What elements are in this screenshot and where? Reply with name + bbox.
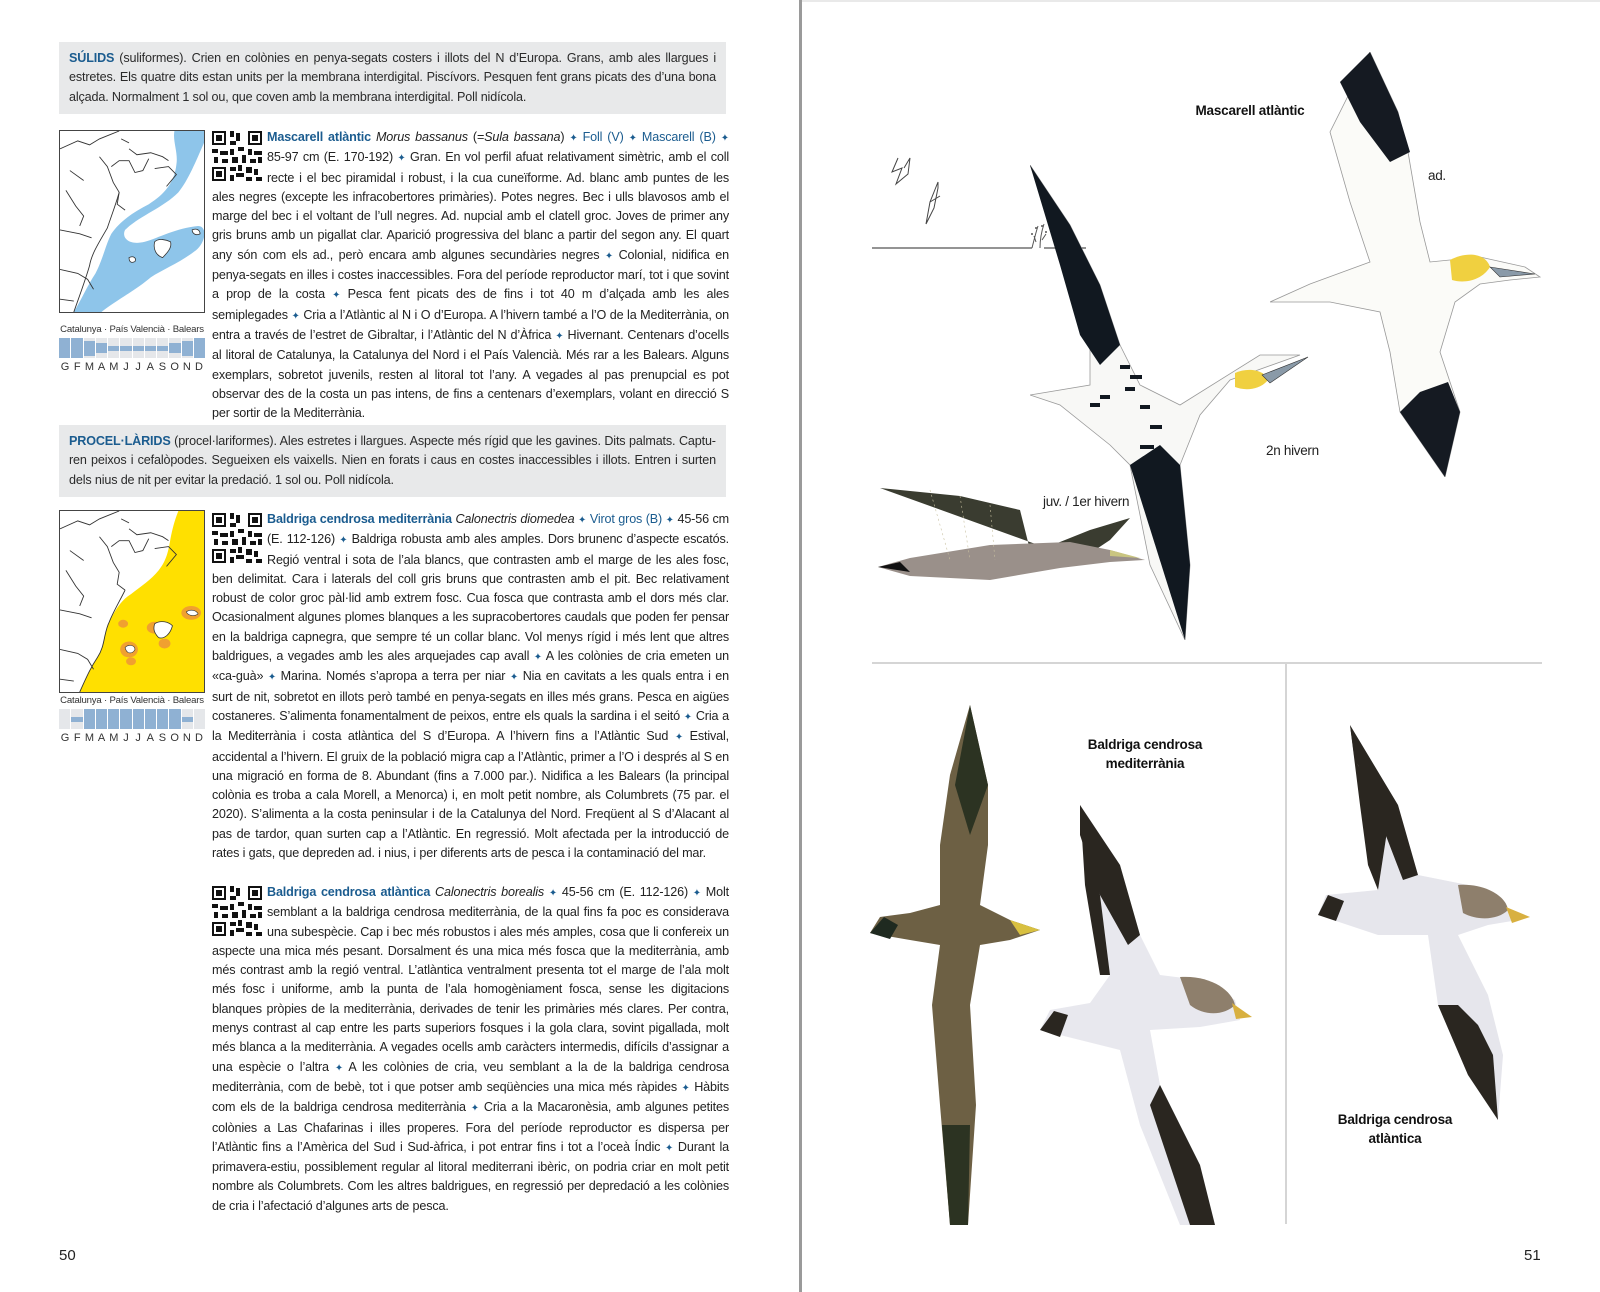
synonym-open: (= <box>467 130 485 144</box>
separator-icon: ✦ <box>509 672 519 684</box>
month-label: O <box>170 361 179 373</box>
species-entry-baldriga-mediterrania <box>59 510 729 872</box>
species-voice: A les colònies de cria emeten un «ca-guà» <box>212 649 730 684</box>
separator-icon: ✦ <box>334 1062 344 1074</box>
month-label: D <box>195 732 203 744</box>
separator-icon: ✦ <box>683 711 693 723</box>
month-label: G <box>60 361 70 373</box>
species-common-name: Baldriga cendrosa atlàntica <box>267 885 431 899</box>
species-habits: Hàbits com els de la baldriga cendrosa mediterrània <box>212 1079 729 1115</box>
phenology-bar <box>133 338 145 358</box>
species-nesting: Nia en cavitats a les quals entra i en surt de nit, sobretot en illots però també en penya-segats en illes més grans. Pesca en aigües costaneres. S’alimenta fonamentalment de peixos, entre els quals la sardina i el seitó <box>212 669 729 723</box>
qr-code-icon[interactable] <box>212 886 262 941</box>
phenology-bar-fill <box>108 346 119 351</box>
phenology-bar-fill <box>145 709 156 729</box>
month-label: J <box>135 361 141 373</box>
phenology-bar-fill <box>84 709 95 729</box>
separator-icon: ✦ <box>569 133 578 144</box>
phenology-bar <box>96 338 108 358</box>
month-label: G <box>60 732 70 744</box>
month-label: D <box>195 361 203 373</box>
species-scientific-name: Calonectris diomedea <box>455 512 575 526</box>
phenology-regions: Catalunya · País Valencià · Balears <box>60 324 204 335</box>
month-label: A <box>97 732 106 744</box>
separator-icon: ✦ <box>578 515 587 526</box>
species-size: 45-56 cm (E. 112-126) <box>557 885 693 899</box>
local-name: Foll (V) <box>582 130 624 144</box>
phenology-bar-fill <box>157 346 168 351</box>
caption-juvenile: juv. / 1er hivern <box>1043 494 1130 509</box>
separator-icon: ✦ <box>692 888 702 899</box>
page-number-right: 51 <box>1524 1247 1541 1264</box>
species-status: Hivernant. Centenars d’ocells al litoral de Catalunya, la Catalunya del Nord i el País Valencià. Més rar a les Balears. Alguns exemplars, sobretot juvenils, resten al litoral tot l’any. A vegades al pas prenupcial es pot observar des de la costa un pas intens, de fins a centenars d’exemplars, volant en direcció S per sortir de la Mediterrània. <box>212 327 729 421</box>
phenology-bar <box>71 709 83 729</box>
phenology-chart <box>59 324 205 373</box>
phenology-months <box>59 361 205 373</box>
separator-icon: ✦ <box>397 153 406 165</box>
separator-icon: ✦ <box>267 672 277 684</box>
phenology-bar <box>157 338 169 358</box>
month-label: M <box>109 732 119 744</box>
month-label: J <box>123 732 129 744</box>
plate-title-baldriga-mediterrania <box>1055 735 1235 773</box>
species-behaviour: Colonial, nidifica en penya-segats en illes i costes inaccessibles. Fora del període reproductor marí, tot i que sovint a prop de la costa <box>212 247 729 302</box>
species-common-name: Mascarell atlàntic <box>267 130 371 144</box>
synonym-close: ) <box>560 130 570 144</box>
plate-title-baldriga-atlantica <box>1325 1110 1465 1148</box>
species-text <box>212 128 729 423</box>
plate-title-line: atlàntica <box>1368 1131 1422 1146</box>
phenology-bar <box>96 709 108 729</box>
separator-icon: ✦ <box>339 535 348 547</box>
book-gutter <box>799 0 802 1292</box>
month-label: J <box>135 732 141 744</box>
shearwater-med-underside-illustration <box>1040 805 1270 1225</box>
phenology-bar <box>59 338 71 358</box>
phenology-bar-fill <box>145 346 156 351</box>
qr-code-icon[interactable] <box>212 513 262 568</box>
species-entry-baldriga-atlantica <box>59 883 729 1213</box>
phenology-bar-fill <box>84 341 95 356</box>
species-habitat: Marina. Només s’apropa a terra per niar <box>276 669 510 684</box>
local-name: Virot gros (B) <box>589 512 663 526</box>
species-voice: A les colònies de cria, veu semblant a la de la baldriga cendrosa mediterrània, com de bebè, tot i que potser amb seqüències una mica més ràpides <box>212 1059 730 1094</box>
species-feeding: Pesca fent picats des de fins i tot 40 m d’alçada amb les ales semiplegades <box>212 287 729 322</box>
phenology-bar <box>182 709 194 729</box>
month-label: A <box>146 361 154 373</box>
species-range: Cria a la Mediterrània i costa atlàntica del S d’Europa. A l’hivern fins a l’Atlàntic Sud <box>212 708 729 744</box>
phenology-bar <box>108 338 120 358</box>
shearwater-med-upperside-illustration <box>870 705 1050 1225</box>
phenology-chart <box>59 695 205 744</box>
plate-title-mascarell: Mascarell atlàntic <box>1195 103 1305 118</box>
family-name: PROCEL·LÀRIDS <box>69 434 171 448</box>
phenology-bar-fill <box>108 709 119 729</box>
phenology-bar-fill <box>157 709 168 729</box>
phenology-bar <box>194 709 205 729</box>
phenology-bar <box>182 338 194 358</box>
species-text <box>212 883 729 1216</box>
phenology-bar <box>169 709 181 729</box>
phenology-bar <box>133 709 145 729</box>
month-label: N <box>182 361 191 373</box>
month-label: M <box>84 361 95 373</box>
phenology-bar <box>145 338 157 358</box>
phenology-bar <box>145 709 157 729</box>
phenology-regions: Catalunya · País Valencià · Balears <box>60 695 204 706</box>
species-size: 45-56 cm (E. 112-126) <box>267 512 729 547</box>
page-number-left: 50 <box>59 1247 76 1264</box>
phenology-bar-fill <box>71 717 82 722</box>
phenology-bar-fill <box>96 709 107 729</box>
phenology-bar <box>169 338 181 358</box>
phenology-bar <box>120 709 132 729</box>
shearwater-atl-underside-illustration <box>1318 725 1543 1120</box>
phenology-bar-fill <box>182 717 193 722</box>
species-entry-mascarell <box>59 128 729 421</box>
month-label: M <box>109 361 119 373</box>
phenology-bar <box>194 338 205 358</box>
qr-code-icon[interactable] <box>212 131 262 186</box>
species-status: Durant la primavera-estiu, possiblement regular al litoral mediterrani ibèric, on podria criar en molt petit nombre als Columbrets. Com les altres baldrigues, en regressió per depredació a les colònies de cria i l’afectació d’algunes arts de pesca. <box>212 1139 729 1213</box>
phenology-bar <box>84 338 96 358</box>
month-label: A <box>146 732 154 744</box>
family-description: (procel·lariformes). Ales estretes i llargues. Aspecte més rígid que les gavines. Dits palmats. Capturen peixos i cefalòpodes. Segueixen els vaixells. Nien en forats i caus en costes inaccessibles i illots. Entren i surten dels nius de nit per evitar la predació. 1 sol ou. Poll nidícola. <box>69 434 716 487</box>
phenology-bar-fill <box>120 709 131 729</box>
plate-title-line: Baldriga cendrosa <box>1087 737 1203 752</box>
species-scientific-name: Calonectris borealis <box>435 885 545 899</box>
separator-icon: ✦ <box>665 515 674 526</box>
species-range: Cria a la Macaronèsia, amb algunes petites colònies a Las Chafarinas i illes properes. Fora del període reproductor es dispersa per l’Atlàntic fins a l’Amèrica del Sud i Sud-àfrica, i pot entrar fins i tot a l’oceà Índic <box>212 1100 729 1154</box>
species-range: Cria a l’Atlàntic al N i O d’Europa. A l’hivern també a l’O de la Mediterrània, on entra a través de l’estret de Gibraltar, i l’Atlàntic del N d’Àfrica <box>212 307 729 342</box>
separator-icon: ✦ <box>628 133 637 144</box>
phenology-bar-fill <box>169 709 180 729</box>
month-label: F <box>73 732 81 744</box>
phenology-bar <box>120 338 132 358</box>
phenology-bars <box>59 709 205 729</box>
species-status: Estival, accidental a l’hivern. El gruix de la població migra cap a l’Atlàntic, primer a l’O i després al S en una migració en forma de 8. Abundant (fins a 7.000 par.). Nidifica a les Balears (la principal colònia es troba a cala Morell, a Menorca) i, en molt petit nombre, als Columbrets (75 par. el 2020). S’alimenta a la costa peninsular i de la Catalunya del Nord. Freqüent al S d’Alacant al pas de tardor, quan surten cap a l’Atlàntic. En regressió. Molt afectada per la introducció de rates i gats, que depreden ad. i nius, i per diferents arts de pesca i la contaminació del mar. <box>212 729 729 861</box>
species-text <box>212 510 729 863</box>
plate-title-line: mediterrània <box>1105 756 1185 771</box>
phenology-bar-fill <box>194 338 205 358</box>
phenology-bars <box>59 338 205 358</box>
separator-icon: ✦ <box>548 888 558 899</box>
phenology-bar-fill <box>120 346 131 351</box>
distribution-map <box>59 130 205 313</box>
family-description: (suliformes). Crien en colònies en penya-segats costers i illots del N d’Europa. Grans, amb ales llargues i estretes. Els quatre dits estan units per la membrana interdigital. Piscívors. Pesquen fent grans picats des d’una bona alçada. Normalment 1 sol ou, que coven amb la membrana interdigital. Poll nidícola. <box>69 51 716 104</box>
month-label: S <box>158 361 167 373</box>
species-size: 85-97 cm (E. 170-192) <box>267 150 398 165</box>
phenology-bar <box>157 709 169 729</box>
plate-divider-horizontal <box>872 662 1542 664</box>
separator-icon: ✦ <box>681 1082 690 1094</box>
family-name: SÚLIDS <box>69 51 115 65</box>
plate-divider-vertical <box>1285 662 1287 1224</box>
species-common-name: Baldriga cendrosa mediterrània <box>267 512 452 526</box>
separator-icon: ✦ <box>332 290 341 302</box>
phenology-bar-fill <box>71 338 82 358</box>
phenology-bar <box>108 709 120 729</box>
species-synonym: Sula bassana <box>484 130 561 144</box>
month-label: J <box>123 361 129 373</box>
local-name: Mascarell (B) <box>641 130 716 144</box>
phenology-bar-fill <box>182 341 193 356</box>
phenology-bar <box>71 338 83 358</box>
phenology-bar-fill <box>133 346 144 351</box>
gannet-juvenile-illustration <box>870 450 1160 600</box>
species-description: Molt semblant a la baldriga cendrosa mediterrània, de la qual fins fa poc es considerava una subespècie. Cap i bec més robustos i ales més amples, cosa que li confereix un aspecte una mica més pesant. Dorsalment és una mica més fosca que la mediterrània, amb més contrast amb la regió ventral. L’atlàntica ventralment presenta tot el marge de l’ala molt més fosc i uniforme, amb la punta de l’ala homogèniament fosca, sense les digitacions blanques pròpies de la mediterrània, derivades de tenir les primàries més clares. Per contra, menys contrast al cap entre les parts superiors fosques i la gola clara, sovint pigallada, molt més blanca a la mediterrània. A vegades ocells amb caràcters intermedis, difícils d’assignar a una espècie o l’altra <box>212 885 729 1074</box>
separator-icon: ✦ <box>665 1142 674 1154</box>
month-label: S <box>158 732 167 744</box>
phenology-months <box>59 732 205 744</box>
family-box-sulids <box>59 42 726 114</box>
caption-second-winter: 2n hivern <box>1266 443 1319 458</box>
separator-icon: ✦ <box>555 330 564 342</box>
phenology-bar-fill <box>96 343 107 353</box>
month-label: A <box>97 361 106 373</box>
phenology-bar-fill <box>169 343 180 353</box>
phenology-bar <box>59 709 71 729</box>
separator-icon: ✦ <box>720 133 729 144</box>
separator-icon: ✦ <box>674 732 684 744</box>
separator-icon: ✦ <box>604 250 614 262</box>
phenology-bar-fill <box>133 709 144 729</box>
plate-title-line: Baldriga cendrosa <box>1337 1112 1453 1127</box>
separator-icon: ✦ <box>291 310 300 322</box>
month-label: O <box>170 732 179 744</box>
phenology-bar <box>84 709 96 729</box>
phenology-bar-fill <box>59 338 70 358</box>
month-label: F <box>73 361 81 373</box>
species-description: Baldriga robusta amb ales amples. Dors brunenc d’aspecte escatós. Regió ventral i sota de l’ala blancs, que contrasten amb el marge de les ales fosc, ben delimitat. Cara i laterals del coll gris bruns que contrasten amb el pit. Bec relativament robust de color groc pàl·lid amb extrem fosc. Cua fosca que contrasta amb el dors més clar. Ocasionalment algunes plomes blanques a les supracobertores caudals que poden fer pensar en la baldriga capnegra, que sempre té un collar blanc. Vol menys rígid i més lent que altres baldrigues, a vegades amb les ales arquejades cap avall <box>212 532 729 664</box>
separator-icon: ✦ <box>470 1103 480 1115</box>
species-description: Gran. En vol perfil afuat relativament simètric, amb el coll recte i el bec piramidal i robust, i la cua cuneïforme. Ad. blanc amb puntes de les ales negres (excepte les infracobertores primàries). Potes negres. Bec i ulls blavosos amb el marge del bec i el voltant de l’ull negres. Ad. nupcial amb el clatell groc. Joves de primer any gris bruns amb un pigallat clar. Aparició progressiva del blanc a partir del segon any. El quart any són com els ad., però encara amb algunes secundàries negres <box>212 150 729 262</box>
caption-adult: ad. <box>1428 168 1446 183</box>
species-scientific-name: Morus bassanus <box>375 130 468 144</box>
month-label: M <box>84 732 95 744</box>
month-label: N <box>182 732 191 744</box>
family-box-procellarids <box>59 425 726 497</box>
distribution-map <box>59 510 205 693</box>
separator-icon: ✦ <box>533 652 542 664</box>
